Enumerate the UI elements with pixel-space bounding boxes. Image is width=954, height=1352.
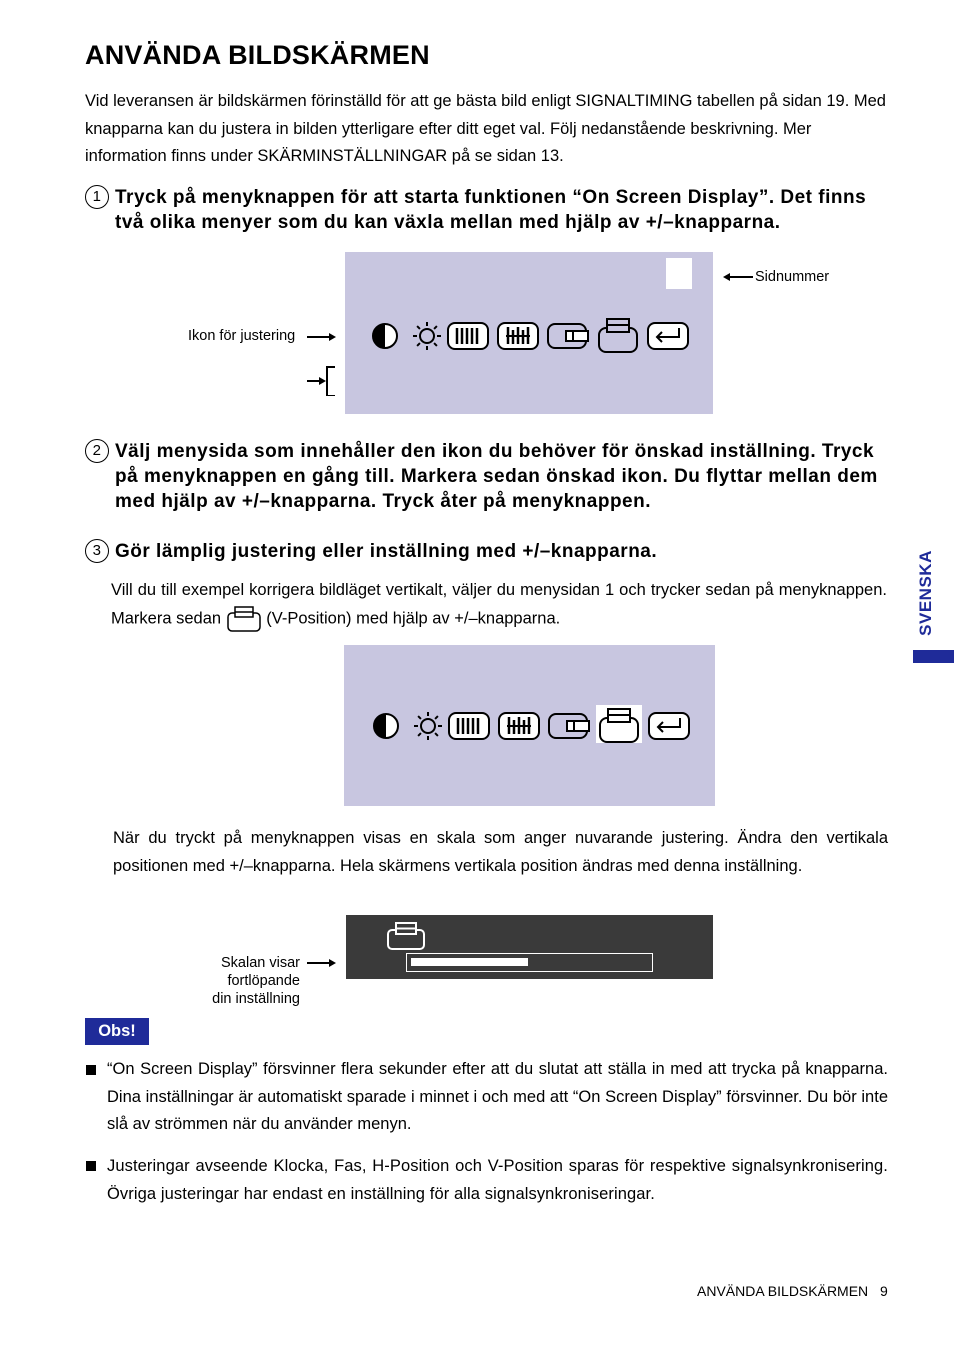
adjust-icon-label: Ikon för justering bbox=[188, 328, 296, 344]
step-1 bbox=[85, 185, 891, 235]
h-position-icon bbox=[546, 316, 590, 361]
step-text: Välj menysida som innehåller den ikon du behöver för önskad inställning. Tryck på menyknappen en gång till. Markera sedan önskad ikon. Du flyttar mellan dem med hjälp av +/–knapparna. Tryck åter på menyknappen. bbox=[115, 441, 878, 512]
page-title: ANVÄNDA BILDSKÄRMEN bbox=[85, 40, 430, 70]
obs-badge: Obs! bbox=[85, 1018, 149, 1045]
footer-page-number: 9 bbox=[880, 1283, 888, 1299]
v-position-icon bbox=[597, 316, 641, 361]
note-1: “On Screen Display” försvinner flera sekunder efter att du slutat att ställa in med att trycka på knapparna. Dina inställningar är automatiskt sparade i minnet i och med att “On Screen Display” försvinner. Du bör inte slå av strömmen när du använder menyn. bbox=[107, 1060, 888, 1133]
step-text: Gör lämplig justering eller inställning med +/–knapparna. bbox=[115, 541, 658, 562]
after-press-paragraph: När du tryckt på menyknappen visas en skala som anger nuvarande justering. Ändra den vertikala positionen med +/–knapparna. Hela skärmens vertikala position ändras med denna inställning. bbox=[113, 829, 888, 875]
brightness-icon bbox=[405, 316, 449, 361]
osd-scale-diagram bbox=[346, 915, 713, 979]
scale-label bbox=[199, 954, 300, 1008]
osd-menu-diagram bbox=[345, 252, 713, 414]
return-icon bbox=[646, 316, 690, 361]
example-paragraph bbox=[111, 577, 887, 633]
note-2: Justeringar avseende Klocka, Fas, H-Position och V-Position sparas för respektive signalsynkronisering. Övriga justeringar har endast en inställning för alla signalsynkroniseringar. bbox=[107, 1157, 888, 1203]
scale-bar-fill bbox=[411, 958, 528, 966]
page-number-label: Sidnummer bbox=[755, 269, 830, 285]
bracket-arrow bbox=[307, 366, 337, 396]
contrast-icon bbox=[364, 706, 408, 751]
language-tab-label: SVENSKA bbox=[916, 549, 935, 636]
step-3 bbox=[85, 539, 891, 564]
step-number: 3 bbox=[85, 539, 109, 563]
phase-icon bbox=[497, 706, 541, 751]
h-position-icon bbox=[547, 706, 591, 751]
v-position-inline-icon bbox=[226, 605, 262, 633]
contrast-icon bbox=[363, 316, 407, 361]
clock-icon bbox=[446, 316, 490, 361]
scale-label-line-2: fortlöpande bbox=[227, 973, 300, 989]
page-number-box bbox=[666, 258, 692, 289]
intro-paragraph: Vid leveransen är bildskärmen förinställd för att ge bästa bild enligt SIGNALTIMING tabellen på sidan 19. Med knapparna kan du justera in bilden ytterligare efter ditt eget val. Följ nedanstående beskrivning. Mer information finns under SKÄRMINSTÄLLNINGAR på se sidan 13. bbox=[85, 92, 886, 165]
step-number: 2 bbox=[85, 439, 109, 463]
bullet-icon bbox=[86, 1065, 96, 1075]
bullet-icon bbox=[86, 1161, 96, 1171]
step-number: 1 bbox=[85, 185, 109, 209]
brightness-icon bbox=[406, 706, 450, 751]
clock-icon bbox=[447, 706, 491, 751]
scale-label-line-1: Skalan visar bbox=[221, 955, 300, 971]
v-position-icon bbox=[598, 706, 642, 751]
v-position-icon bbox=[386, 921, 428, 951]
scale-bar bbox=[406, 953, 653, 972]
example-text-2: (V-Position) med hjälp av +/–knapparna. bbox=[266, 608, 561, 627]
example-text-1: Vill du till exempel korrigera bildläget vertikalt, väljer du menysidan 1 och trycker sedan på menyknappen. Markera sedan bbox=[111, 581, 887, 627]
language-tab-bar bbox=[913, 650, 954, 663]
step-2 bbox=[85, 439, 891, 514]
footer-section: ANVÄNDA BILDSKÄRMEN bbox=[697, 1283, 869, 1299]
language-tab bbox=[913, 545, 939, 640]
phase-icon bbox=[496, 316, 540, 361]
osd-menu-selected-diagram bbox=[344, 645, 715, 806]
return-icon bbox=[647, 706, 691, 751]
step-text: Tryck på menyknappen för att starta funktionen “On Screen Display”. Det finns två olika menyer som du kan växla mellan med hjälp av +/–knapparna. bbox=[115, 187, 867, 233]
scale-label-line-3: din inställning bbox=[212, 991, 300, 1007]
